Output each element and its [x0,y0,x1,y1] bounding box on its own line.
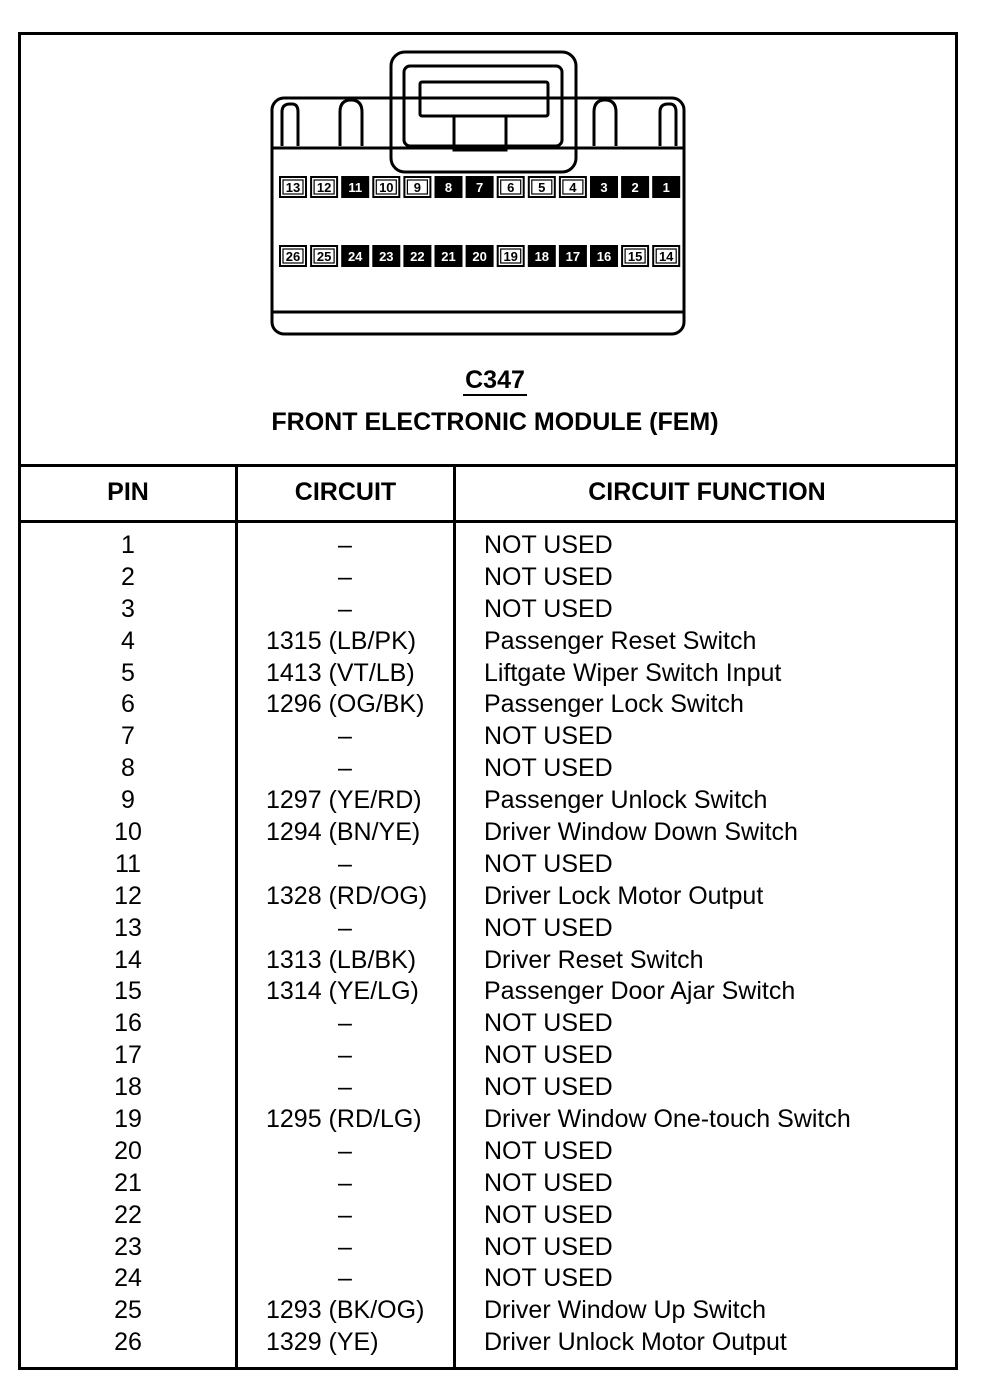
circuit-function: Passenger Lock Switch [484,690,744,719]
connector-pin [404,177,430,197]
table-top-border [18,464,958,467]
circuit-function: Driver Reset Switch [484,945,704,974]
table-row [0,912,990,944]
table-row [0,1135,990,1167]
connector-pin [467,246,493,266]
connector-pin [653,246,679,266]
pin-number: 9 [121,786,135,815]
connector-pin [591,246,617,266]
header-pin: PIN [107,478,149,506]
circuit-function: NOT USED [484,1200,613,1229]
connector-pin-label: 5 [538,180,546,195]
circuit-value: – [338,1041,352,1070]
pin-number: 17 [114,1041,142,1070]
pin-number: 15 [114,977,142,1006]
circuit-value: 1413 (VT/LB) [266,658,415,687]
circuit-function: NOT USED [484,1168,613,1197]
table-row [0,657,990,689]
table-row [0,1007,990,1039]
circuit-function: Driver Window One-touch Switch [484,1105,851,1134]
connector-pin-label: 16 [596,249,612,264]
circuit-value: 1315 (LB/PK) [266,626,417,655]
table-row [0,1326,990,1358]
connector-pin-label: 25 [316,249,332,264]
circuit-function: Passenger Reset Switch [484,626,757,655]
circuit-function: Liftgate Wiper Switch Input [484,658,782,687]
table-row [0,1039,990,1071]
circuit-function: NOT USED [484,1009,613,1038]
pin-number: 3 [121,594,135,623]
table-row [0,1071,990,1103]
pin-number: 26 [114,1328,142,1357]
circuit-function: NOT USED [484,1041,613,1070]
circuit-function: NOT USED [484,722,613,751]
connector-pin-label: 7 [475,180,484,195]
pin-number: 10 [114,818,142,847]
table-row [0,1167,990,1199]
connector-pin-label: 2 [631,180,639,195]
connector-pin [373,246,399,266]
connector-pin-label: 22 [410,249,425,264]
circuit-value: – [338,562,352,591]
pin-number: 16 [114,1009,142,1038]
connector-pin-label: 8 [444,180,453,195]
circuit-value: 1328 (RD/OG) [266,881,428,910]
table-row [0,816,990,848]
circuit-value: 1314 (YE/LG) [266,977,419,1006]
pin-number: 7 [121,722,135,751]
table-row [0,975,990,1007]
table-row [0,1103,990,1135]
table-row [0,848,990,880]
connector-description: FRONT ELECTRONIC MODULE (FEM) [271,408,719,436]
circuit-value: – [338,531,352,559]
circuit-function: NOT USED [484,1264,613,1293]
circuit-value: 1296 (OG/BK) [266,690,425,719]
table-row [0,1294,990,1326]
circuit-function: NOT USED [484,1232,613,1261]
pin-row-top [280,177,679,197]
table-row [0,529,990,561]
connector-pin [311,246,337,266]
circuit-function: NOT USED [484,1073,613,1102]
connector-pin-label: 21 [441,249,456,264]
pin-number: 11 [115,849,141,878]
circuit-function: NOT USED [484,754,613,783]
circuit-function: NOT USED [484,1136,613,1165]
connector-pin [591,177,617,197]
pin-number: 4 [121,626,135,655]
connector-pin [311,177,337,197]
circuit-value: – [338,1073,352,1102]
circuit-function: Driver Unlock Motor Output [484,1328,787,1357]
connector-pin-label: 11 [348,180,363,195]
circuit-function: NOT USED [484,594,613,623]
connector-pin [529,177,555,197]
connector-pin [280,246,306,266]
connector-pin [529,246,555,266]
header-circuit-function: CIRCUIT FUNCTION [588,478,826,506]
circuit-value: – [338,722,352,751]
pin-number: 25 [114,1296,142,1325]
table-row [0,625,990,657]
circuit-value: 1295 (RD/LG) [266,1105,422,1134]
pin-number: 6 [121,690,135,719]
circuit-function: NOT USED [484,531,613,559]
circuit-value: – [338,754,352,783]
circuit-function: Driver Window Up Switch [484,1296,767,1325]
circuit-value: – [338,1232,352,1261]
connector-pin-label: 24 [347,249,363,264]
pin-number: 19 [114,1105,142,1134]
table-row [0,752,990,784]
pin-number: 24 [114,1264,142,1293]
connector-pin [280,177,306,197]
pin-number: 13 [114,913,142,942]
table-header-divider [18,520,958,523]
connector-pin [342,177,368,197]
pin-row-bottom [280,246,679,266]
connector-pin-label: 23 [379,249,394,264]
header-circuit: CIRCUIT [294,478,397,506]
table-row [0,720,990,752]
connector-pin [560,246,586,266]
circuit-function: Driver Window Down Switch [484,818,798,847]
circuit-value: – [338,913,352,942]
circuit-value: – [338,1200,352,1229]
pin-number: 1 [121,531,135,559]
connector-latch [391,52,576,172]
pin-number: 8 [121,754,135,783]
pin-number: 20 [114,1136,142,1165]
connector-pin-label: 14 [658,249,674,264]
connector-pin-label: 13 [285,180,301,195]
circuit-value: – [338,1009,352,1038]
table-row [0,561,990,593]
connector-body [272,98,684,334]
pin-number: 14 [114,945,142,974]
connector-pin-label: 1 [662,180,670,195]
connector-pin [498,177,524,197]
connector-pin [467,177,493,197]
connector-pin-label: 18 [534,249,550,264]
circuit-value: – [338,1168,352,1197]
circuit-value: 1293 (BK/OG) [266,1296,425,1325]
pin-number: 5 [121,658,135,687]
connector-pin-label: 20 [472,249,487,264]
connector-pin-label: 4 [569,180,577,195]
circuit-function: NOT USED [484,849,613,878]
circuit-value: 1294 (BN/YE) [266,818,421,847]
table-row [0,1262,990,1294]
circuit-value: – [338,1264,352,1293]
connector-drawing [0,0,990,350]
pin-number: 22 [114,1200,142,1229]
connector-pin-label: 3 [600,180,608,195]
circuit-function: Driver Lock Motor Output [484,881,764,910]
connector-pin-label: 19 [503,249,518,264]
connector-pin [404,246,430,266]
connector-pin [622,246,648,266]
circuit-function: NOT USED [484,562,613,591]
connector-pin [373,177,399,197]
circuit-value: 1313 (LB/BK) [266,945,417,974]
table-row [0,784,990,816]
connector-pin [560,177,586,197]
connector-pin-label: 12 [316,180,332,195]
circuit-function: Passenger Door Ajar Switch [484,977,796,1006]
connector-pin [436,177,462,197]
connector-pin-label: 17 [565,249,581,264]
table-row [0,688,990,720]
circuit-function: NOT USED [484,913,613,942]
connector-pin [436,246,462,266]
table-row [0,593,990,625]
connector-pin-label: 6 [507,180,515,195]
circuit-value: 1297 (YE/RD) [266,786,422,815]
circuit-value: 1329 (YE) [266,1328,379,1357]
connector-pin-label: 15 [627,249,643,264]
circuit-value: – [338,849,352,878]
connector-pin [653,177,679,197]
connector-pin [498,246,524,266]
pin-number: 12 [114,881,142,910]
connector-code [0,366,990,395]
connector-pin [342,246,368,266]
connector-code-text: C347 [465,366,525,394]
circuit-value: – [338,1136,352,1165]
pin-number: 2 [121,562,135,591]
connector-pin-label: 9 [413,180,422,195]
pin-number: 23 [114,1232,142,1261]
connector-pin [622,177,648,197]
table-row [0,1231,990,1263]
table-row [0,944,990,976]
table-row [0,880,990,912]
connector-pin-label: 26 [285,249,301,264]
pin-number: 21 [114,1168,142,1197]
connector-pin-label: 10 [379,180,394,195]
circuit-function: Passenger Unlock Switch [484,786,768,815]
pin-table-body [0,529,990,1358]
circuit-value: – [338,594,352,623]
table-row [0,1199,990,1231]
pin-number: 18 [114,1073,142,1102]
